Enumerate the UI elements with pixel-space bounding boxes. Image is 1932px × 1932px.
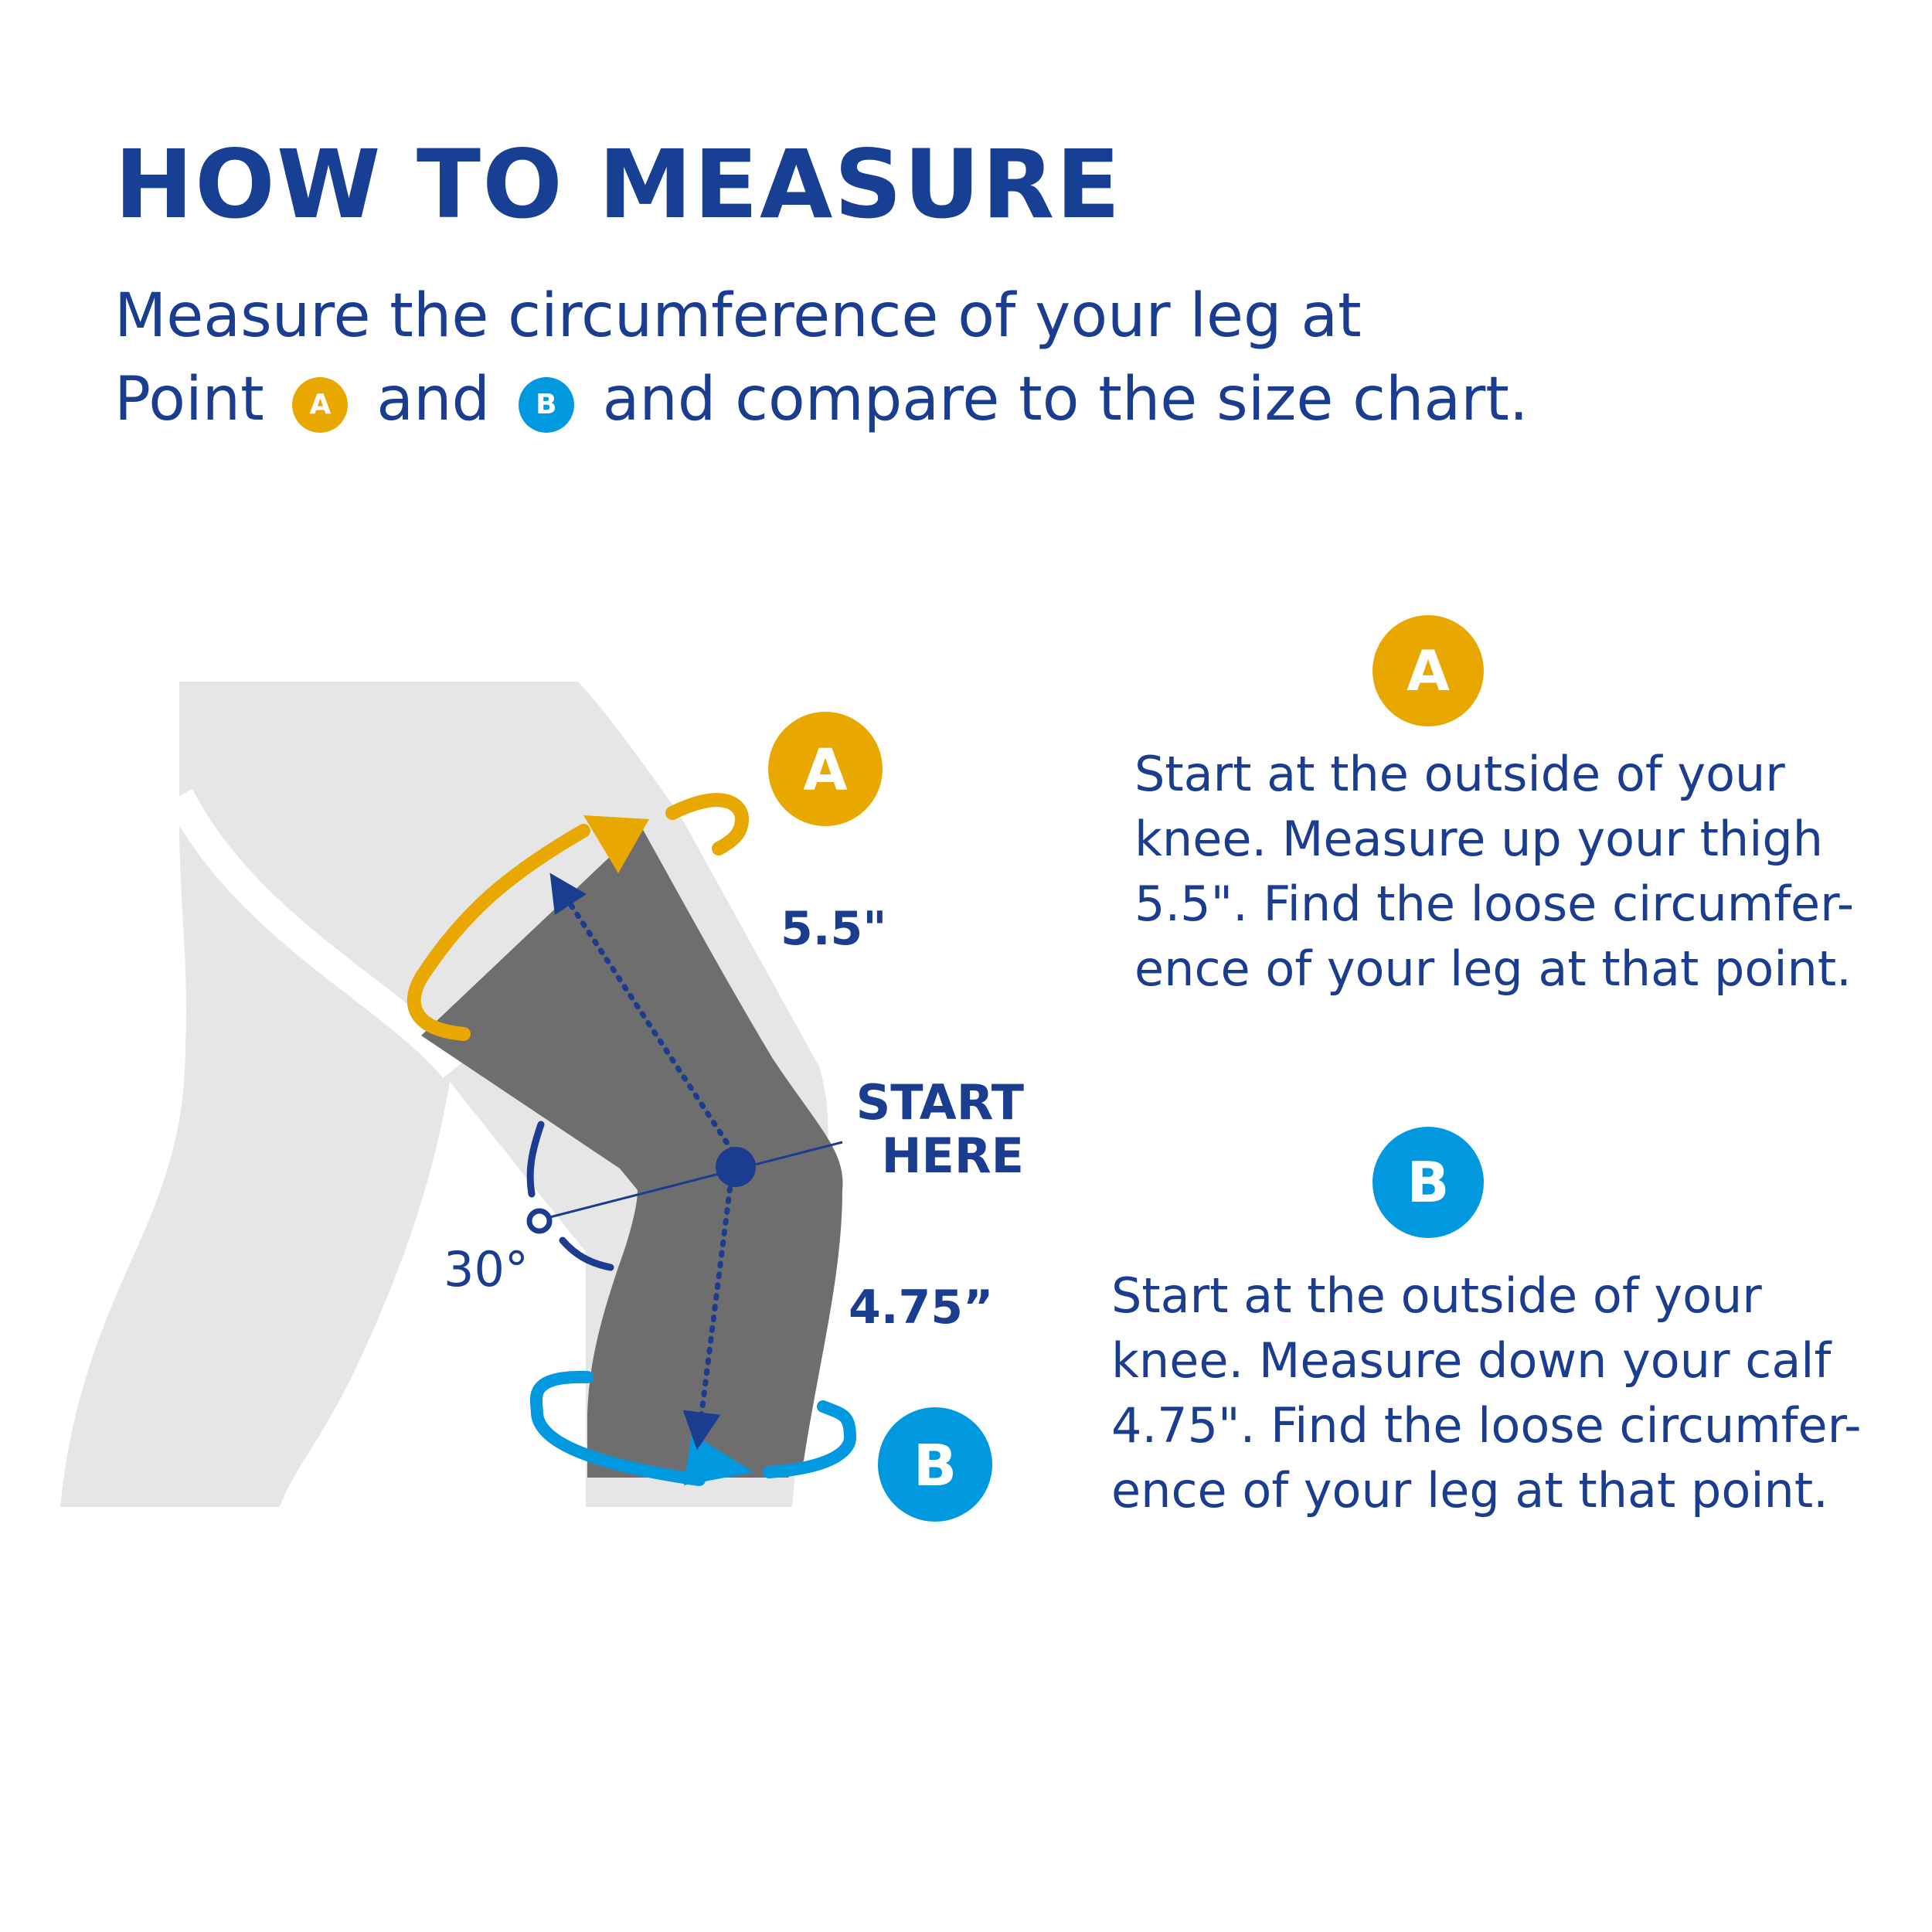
start-point-marker [716, 1147, 756, 1187]
step-b-badge: B [1372, 1127, 1484, 1238]
step-a-instructions [1134, 742, 1854, 1002]
point-a-badge-inline: A [292, 377, 348, 433]
thigh-measure-label: 5.5" [781, 902, 887, 956]
point-b-badge-inline: B [519, 377, 574, 433]
step-b-line: knee. Measure down your calf [1111, 1332, 1832, 1389]
intro-line-1: Measure the circumference of your leg at [114, 281, 1362, 351]
step-b-line: 4.75". Find the loose circumfer- [1111, 1397, 1862, 1454]
intro-and-label: and [376, 365, 491, 434]
angle-label: 30° [444, 1241, 529, 1298]
step-b-line: Start at the outside of your [1111, 1267, 1762, 1324]
intro-point-label: Point [114, 365, 264, 434]
calf-measure-label: 4.75” [849, 1281, 994, 1335]
page-title: HOW TO MEASURE [114, 130, 1122, 240]
diagram-point-b-badge-label: B [913, 1433, 957, 1499]
start-here-label-line-1: START [855, 1074, 1024, 1131]
step-a-line: Start at the outside of your [1134, 746, 1785, 802]
diagram-point-a-badge-label: A [803, 737, 848, 804]
angle-pivot-marker [529, 1211, 549, 1231]
step-a-badge: A [1372, 615, 1484, 726]
step-b-instructions [1111, 1264, 1862, 1523]
step-b-line: ence of your leg at that point. [1111, 1462, 1828, 1519]
step-a-line: ence of your leg at that point. [1134, 940, 1852, 997]
start-here-label-line-2: HERE [881, 1128, 1024, 1184]
intro-compare-label: and compare to the size chart. [602, 365, 1529, 434]
step-a-line: 5.5". Find the loose circumfer- [1134, 876, 1855, 932]
step-a-line: knee. Measure up your thigh [1134, 811, 1824, 867]
